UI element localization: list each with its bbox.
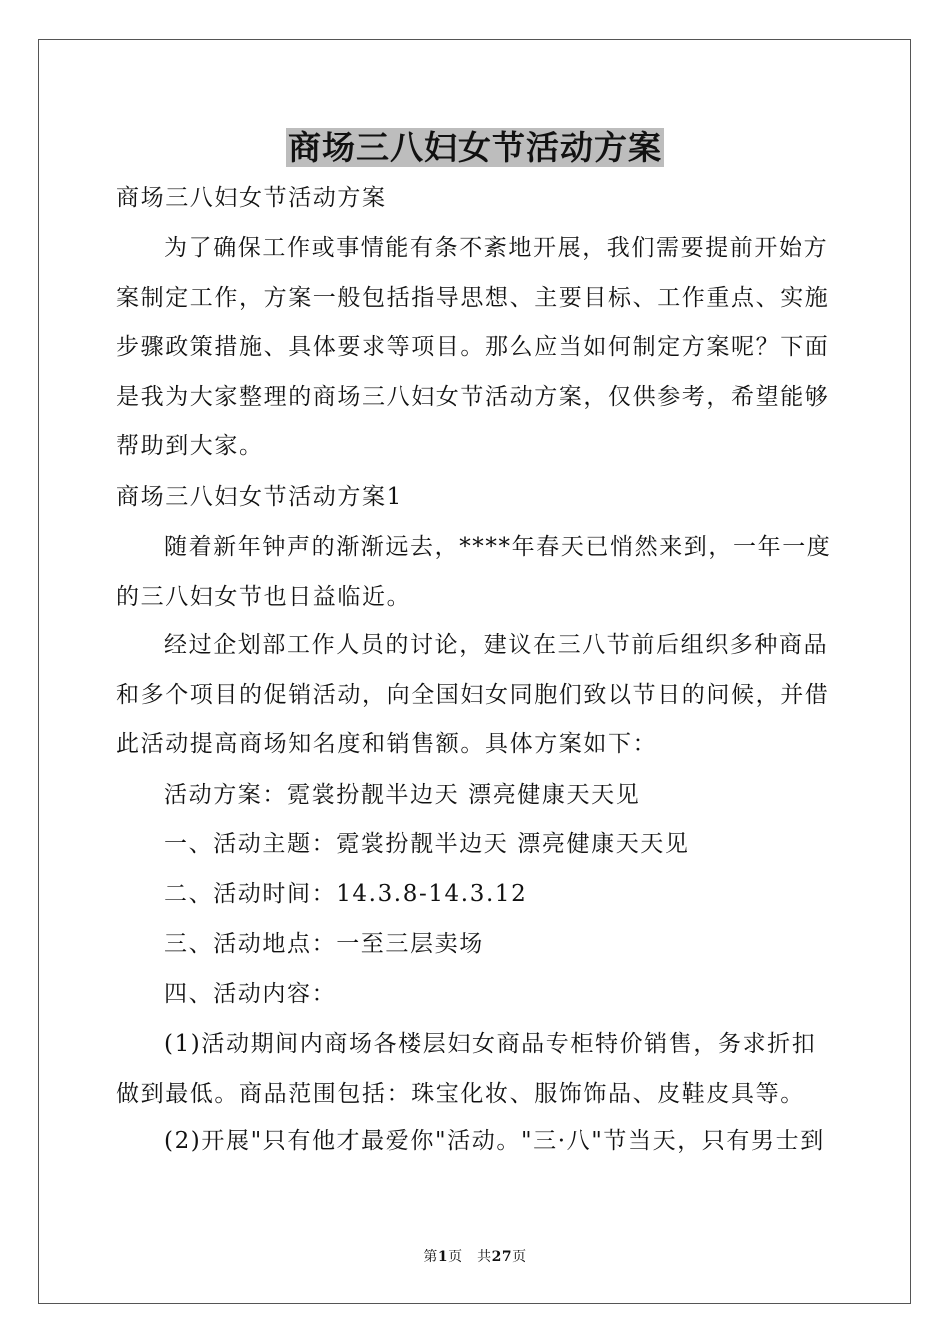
section-heading: 商场三八妇女节活动方案1 <box>116 484 403 510</box>
plan-line: 活动方案：霓裳扮靓半边天 漂亮健康天天见 <box>164 782 641 808</box>
list-item: 三、活动地点：一至三层卖场 <box>164 931 484 957</box>
sub-item: (2)开展"只有他才最爱你"活动。"三·八"节当天，只有男士到 <box>164 1128 825 1154</box>
document-title-text: 商场三八妇女节活动方案 <box>288 128 662 167</box>
page-prefix: 第 <box>423 1249 438 1265</box>
document-subtitle: 商场三八妇女节活动方案 <box>116 185 387 211</box>
page-mid: 页 共 <box>448 1249 492 1265</box>
page-footer <box>0 1246 950 1266</box>
paragraph: 经过企划部工作人员的讨论，建议在三八节前后组织多种商品和多个项目的促销活动，向全国妇女同胞们致以节日的问候，并借此活动提高商场知名度和销售额。具体方案如下： <box>116 632 830 757</box>
sub-item: (1)活动期间内商场各楼层妇女商品专柜特价销售，务求折扣做到最低。商品范围包括：珠宝化妆、服饰饰品、皮鞋皮具等。 <box>116 1031 817 1107</box>
page-current: 1 <box>437 1249 449 1265</box>
document-title <box>0 126 950 170</box>
list-item: 一、活动主题：霓裳扮靓半边天 漂亮健康天天见 <box>164 831 690 857</box>
intro-paragraph: 为了确保工作或事情能有条不紊地开展，我们需要提前开始方案制定工作，方案一般包括指导思想、主要目标、工作重点、实施步骤政策措施、具体要求等项目。那么应当如何制定方案呢？下面是我为大家整理的商场三八妇女节活动方案，仅供参考，希望能够帮助到大家。 <box>116 235 830 459</box>
list-item: 四、活动内容： <box>164 981 337 1007</box>
list-item: 二、活动时间：14.3.8-14.3.12 <box>164 881 528 907</box>
paragraph: 随着新年钟声的渐渐远去，****年春天已悄然来到，一年一度的三八妇女节也日益临近。 <box>116 534 832 610</box>
page-total: 27 <box>491 1249 513 1265</box>
page-suffix: 页 <box>512 1249 527 1265</box>
